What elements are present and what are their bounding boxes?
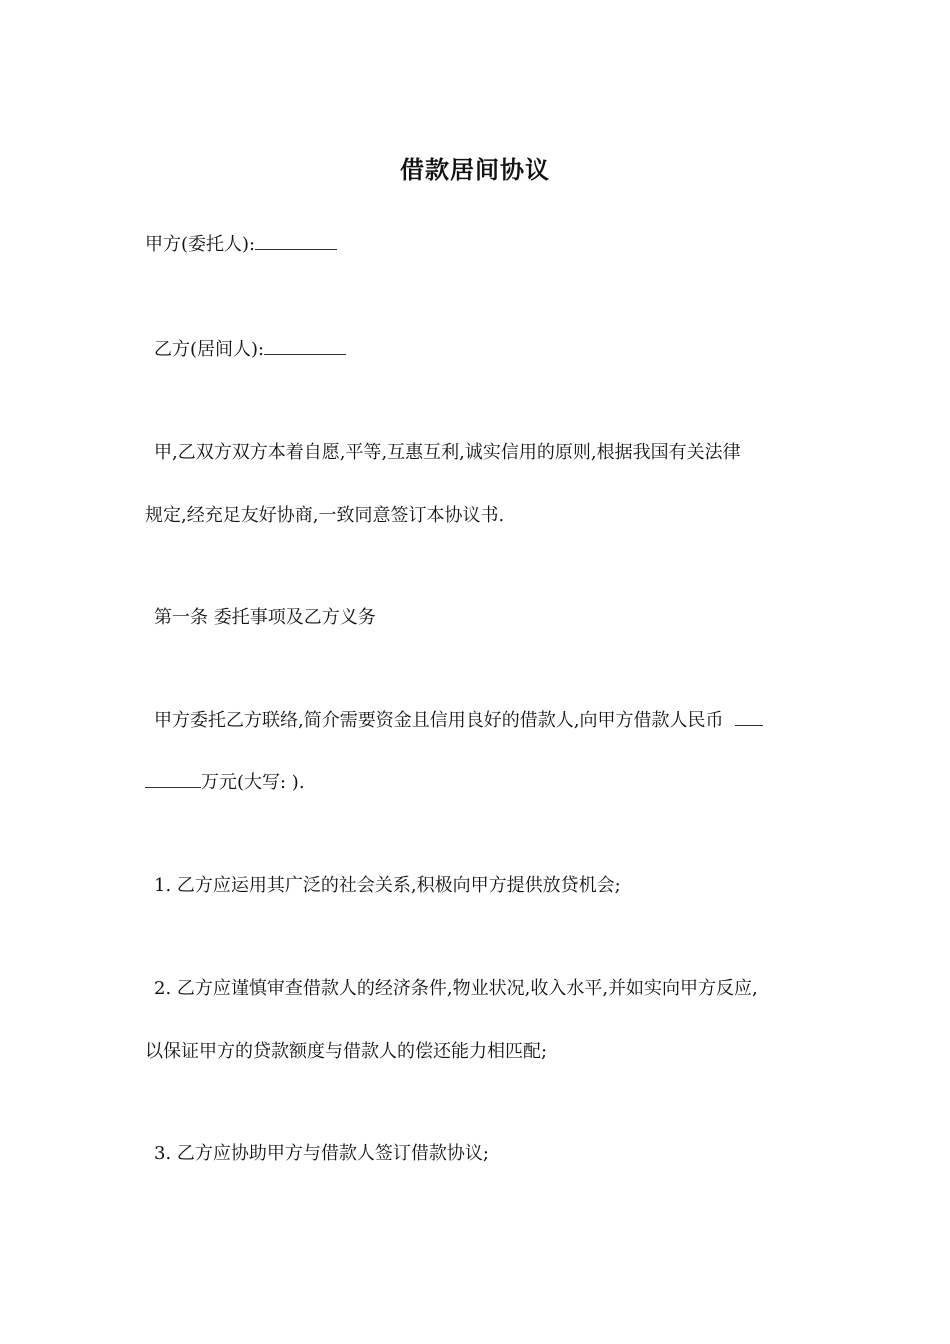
- party-b-label: 乙方(居间人):: [154, 339, 265, 360]
- party-a-line: [145, 233, 337, 257]
- article1-line-2: [145, 771, 305, 795]
- article1-line-1: [145, 709, 763, 733]
- preamble-line-1: 甲,乙双方双方本着自愿,平等,互惠互利,诚实信用的原则,根据我国有关法律: [154, 442, 741, 463]
- article1-text-2: 万元(大写: ).: [201, 772, 305, 793]
- item-2-line-1: 2. 乙方应谨慎审查借款人的经济条件,物业状况,收入水平,并如实向甲方反应,: [154, 978, 758, 999]
- party-a-blank: [255, 233, 337, 250]
- party-b-line: [145, 338, 346, 362]
- item-1: 1. 乙方应运用其广泛的社会关系,积极向甲方提供放贷机会;: [154, 875, 621, 896]
- item-3: 3. 乙方应协助甲方与借款人签订借款协议;: [154, 1143, 489, 1164]
- document-title: 借款居间协议: [400, 156, 550, 184]
- party-b-blank: [264, 338, 346, 355]
- article1-heading: 第一条 委托事项及乙方义务: [154, 607, 376, 628]
- amount-blank-part2: [145, 771, 201, 788]
- amount-blank-part1: [735, 709, 763, 726]
- preamble-line-2: 规定,经充足友好协商,一致同意签订本协议书.: [145, 505, 505, 526]
- article1-text-1: 甲方委托乙方联络,简介需要资金且信用良好的借款人,向甲方借款人民币: [154, 710, 724, 731]
- item-2-line-2: 以保证甲方的贷款额度与借款人的偿还能力相匹配;: [145, 1041, 548, 1062]
- party-a-label: 甲方(委托人):: [145, 234, 256, 255]
